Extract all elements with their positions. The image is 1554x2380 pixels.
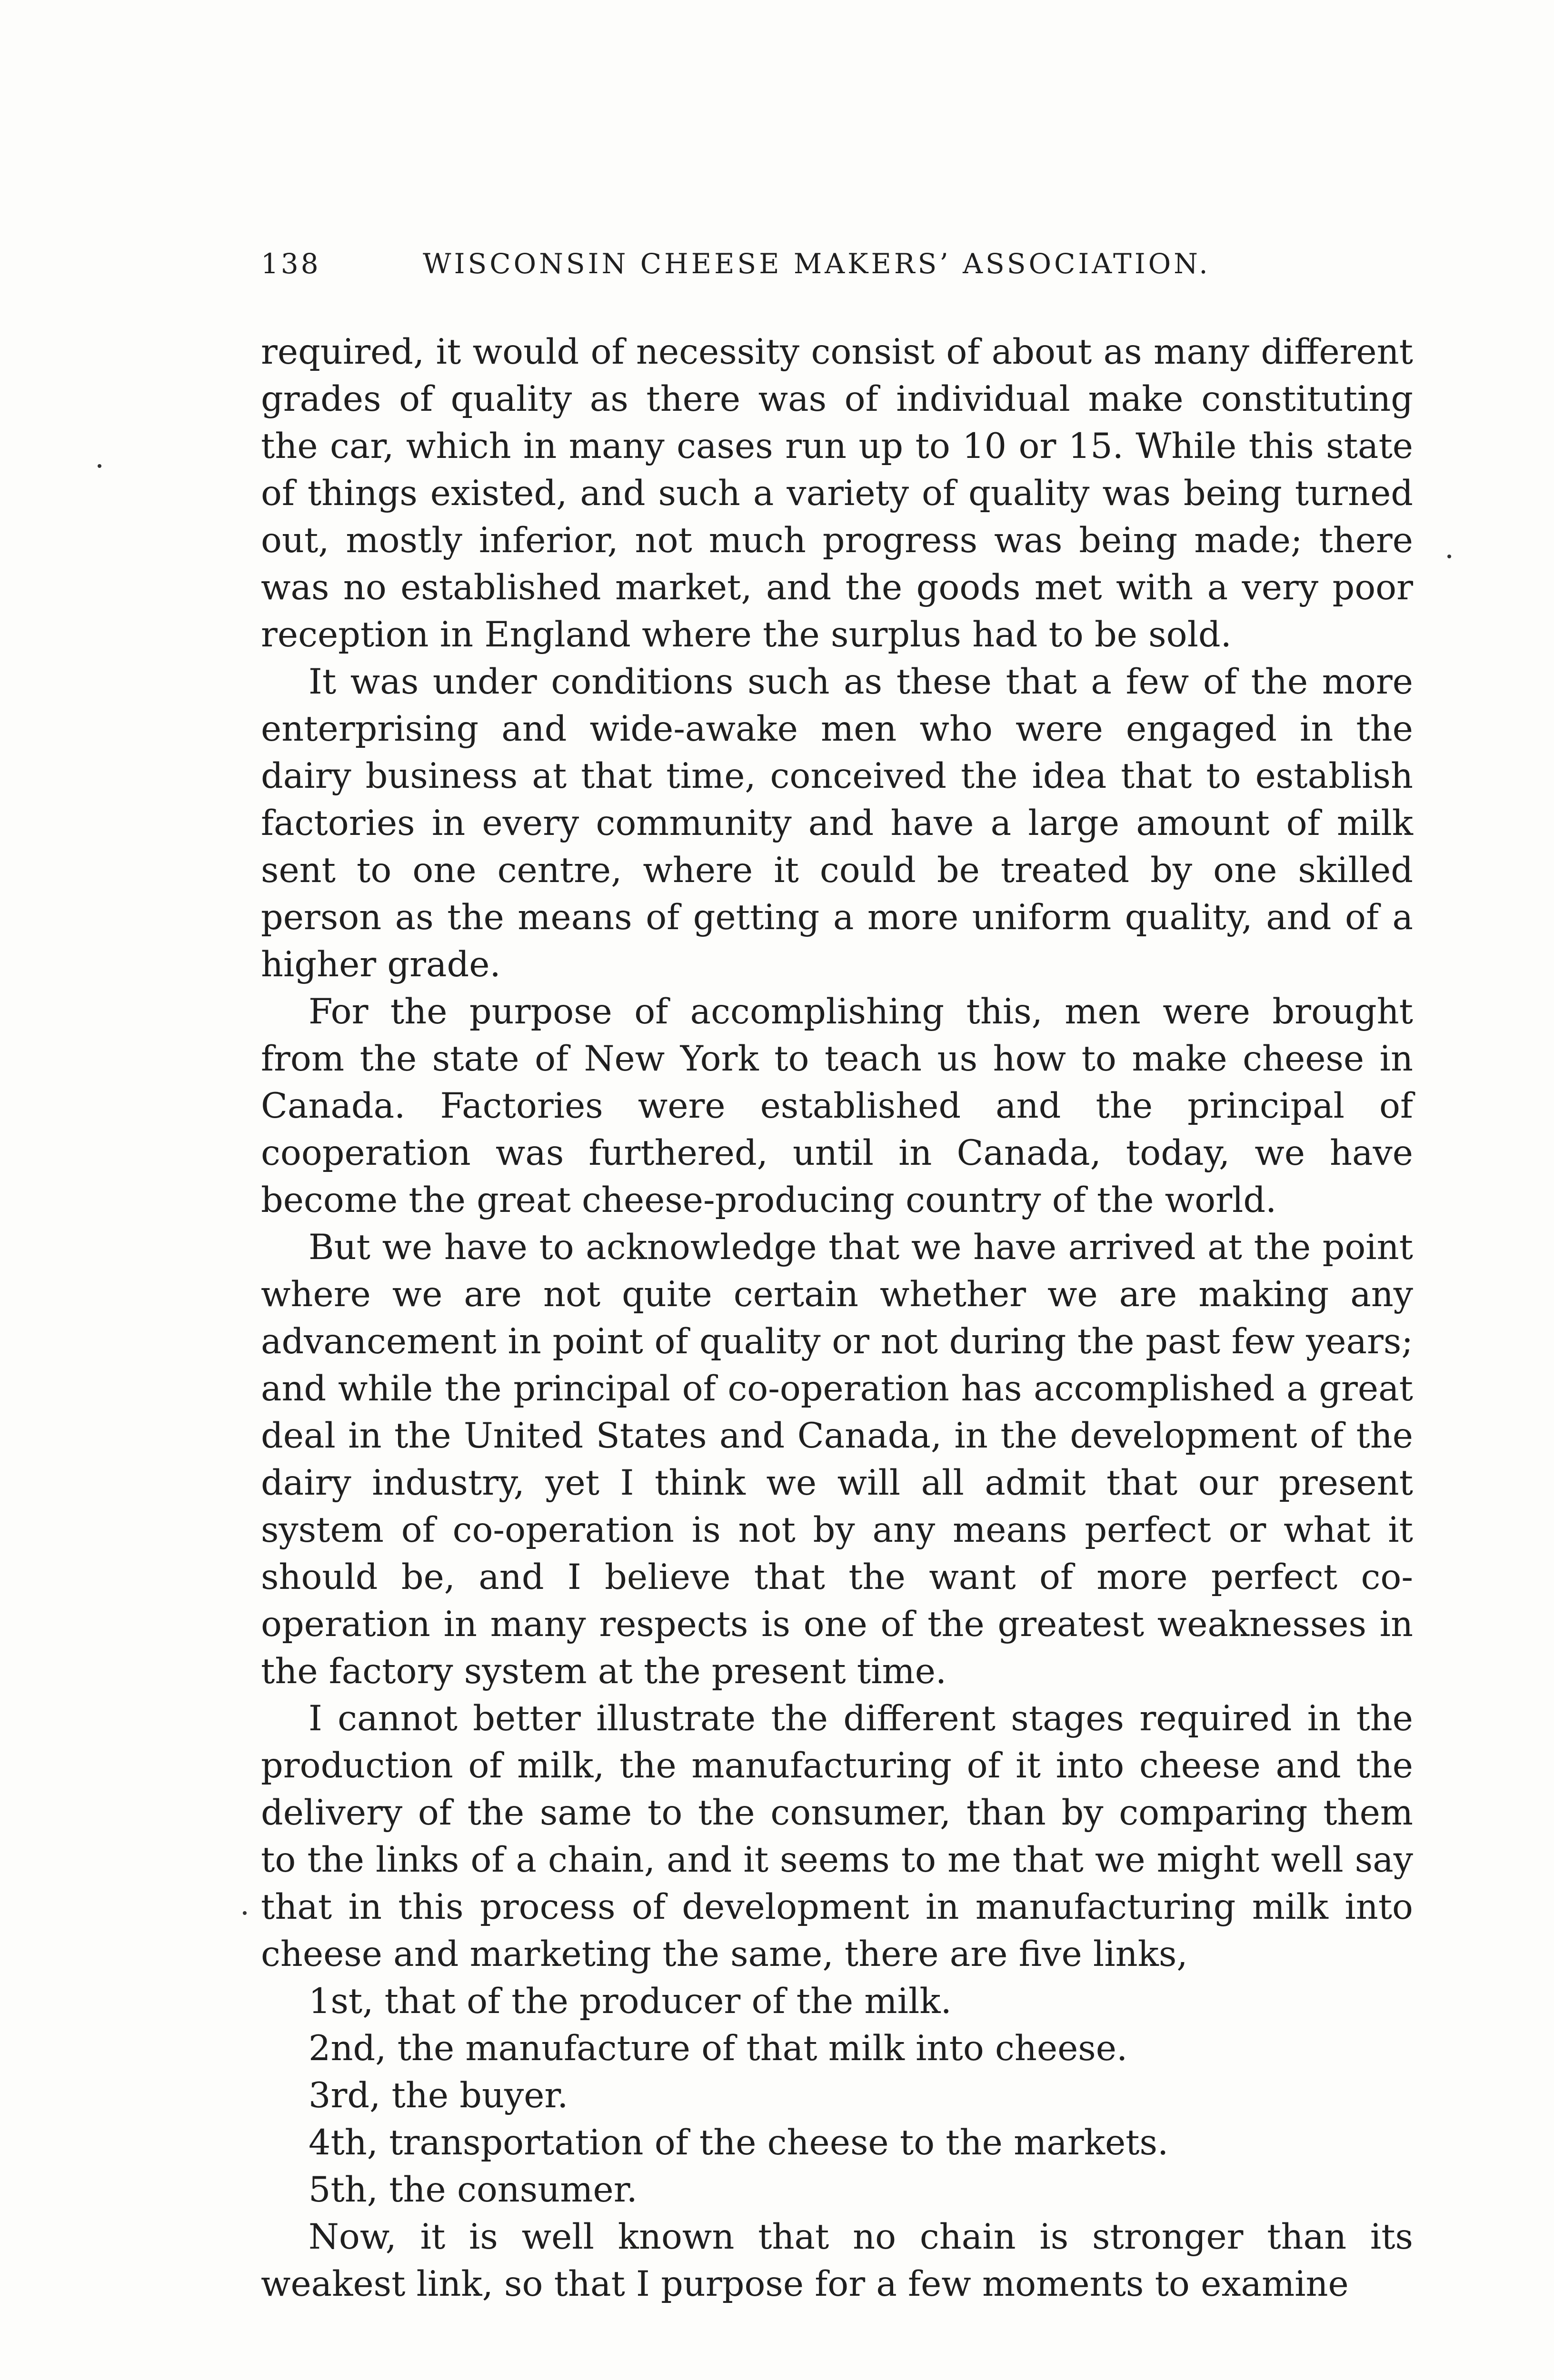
paragraph: It was under conditions such as these that a few of the more enterprising and wide-awake men who were engaged in the dairy business at that time, conceived the idea that to establish factories in every community and have a large amount of milk sent to one centre, where it could be treated by one skilled person as the means of getting a more uniform quality, and of a higher grade. xyxy=(261,662,1413,985)
paragraph: But we have to acknowledge that we have arrived at the point where we are not quite certain whether we are making any advancement in point of quality or not during the past few years; and while the principal of co-operation has accomplished a great deal in the United States and Canada, in the development of the dairy industry, yet I think we will all admit that our present system of co-operation is not by any means perfect or what it should be, and I believe that the want of more perfect co-operation in many respects is one of the greatest weaknesses in the factory system at the present time. xyxy=(261,1227,1413,1692)
list-item-link-4: 4th, transportation of the cheese to the markets. xyxy=(309,2122,1169,2163)
list-item-link-5: 5th, the consumer. xyxy=(309,2170,638,2210)
list-item-link-2: 2nd, the manufacture of that milk into cheese. xyxy=(309,2028,1128,2069)
print-speck xyxy=(98,464,101,468)
paragraph: For the purpose of accomplishing this, men were brought from the state of New York to teach us how to make cheese in Canada. Factories were established and the principal of cooperation was furthered, until in Canada, today, we have become the great cheese-producing country of the world. xyxy=(261,992,1413,1220)
page-number: 138 xyxy=(261,248,321,280)
running-title: WISCONSIN CHEESE MAKERS’ ASSOCIATION. xyxy=(423,248,1211,280)
running-head xyxy=(261,248,1413,290)
list-item-link-3: 3rd, the buyer. xyxy=(309,2075,568,2116)
body-text xyxy=(261,328,1413,2308)
print-speck xyxy=(243,1911,247,1915)
paragraph: I cannot better illustrate the different stages required in the production of milk, the manufacturing of it into cheese and the delivery of the same to the consumer, than by comparing them to the links of a chain, and it seems to me that we might well say that in this process of development in manufacturing milk into cheese and marketing the same, there are five links, xyxy=(261,1698,1413,1974)
closing-paragraph: Now, it is well known that no chain is stronger than its weakest link, so that I purpose for a few moments to examine xyxy=(261,2217,1413,2304)
paragraph-continued: required, it would of necessity consist of about as many different grades of quality as there was of individual make constituting the car, which in many cases run up to 10 or 15. While this state of things existed, and such a variety of quality was being turned out, mostly inferior, not much progress was being made; there was no established market, and the goods met with a very poor reception in England where the surplus had to be sold. xyxy=(261,332,1413,655)
list-item-link-1: 1st, that of the producer of the milk. xyxy=(309,1981,952,2022)
print-speck xyxy=(1447,555,1451,558)
